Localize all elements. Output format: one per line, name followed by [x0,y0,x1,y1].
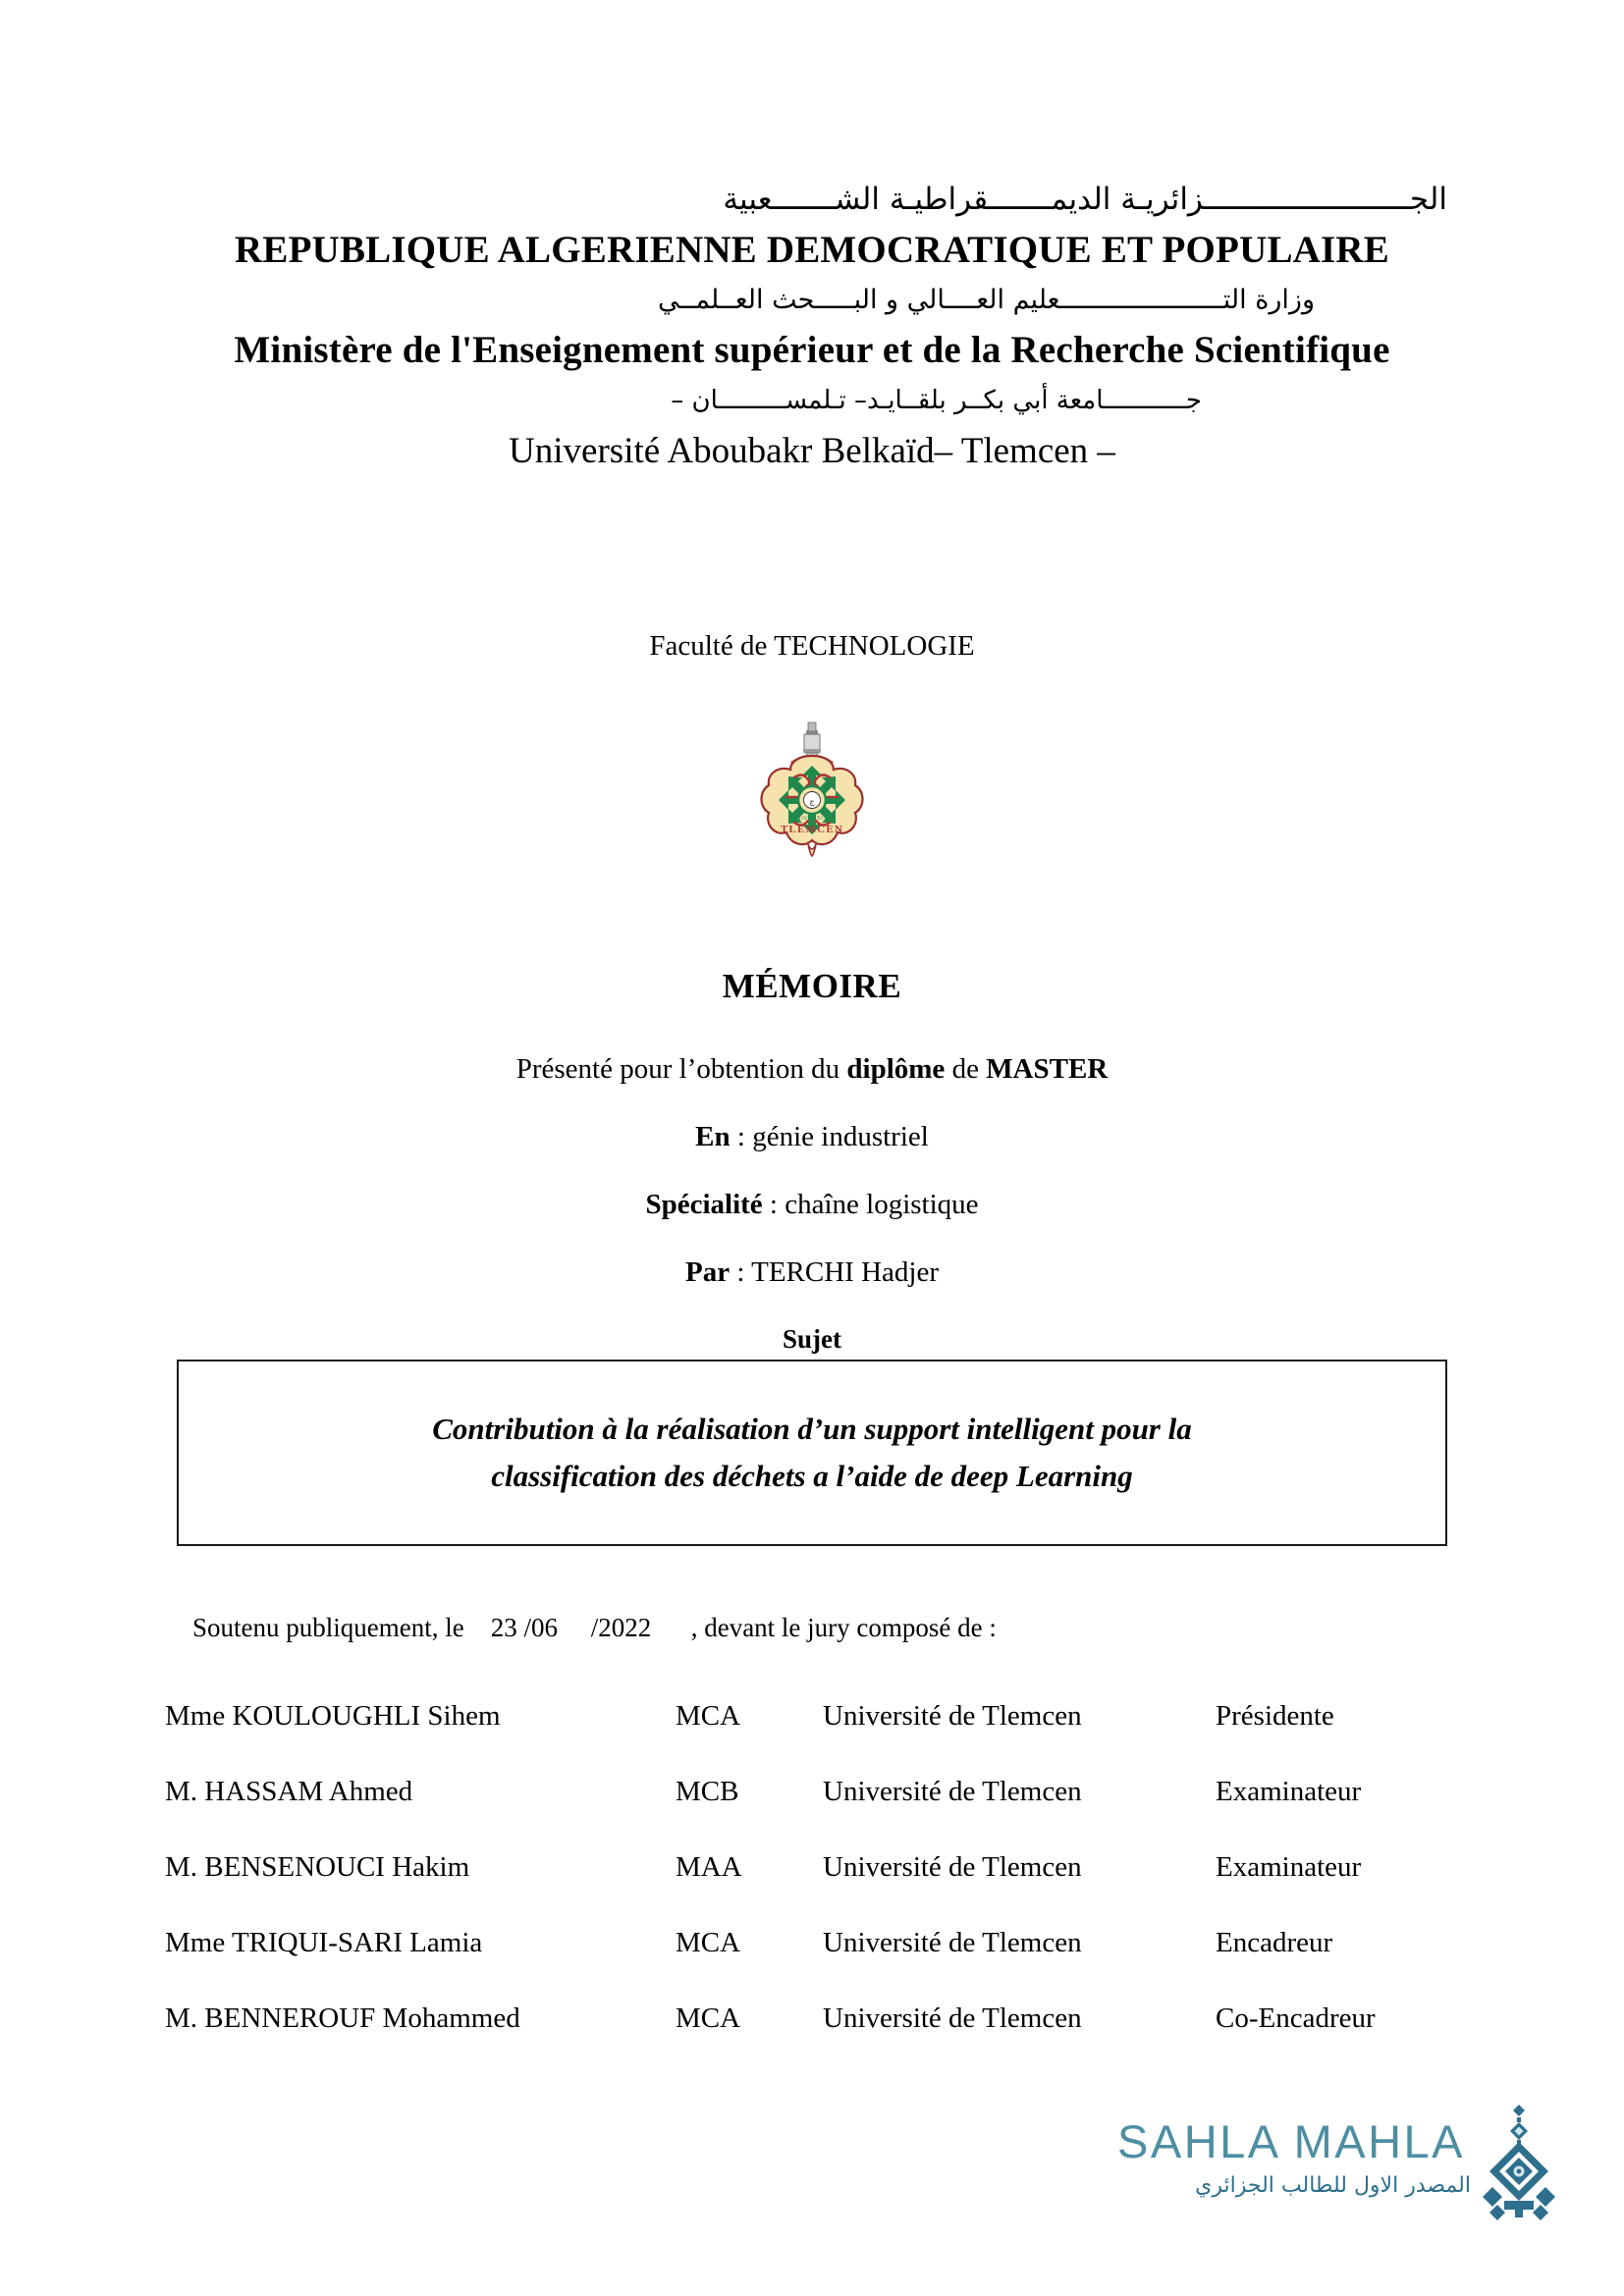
jury-university: Université de Tlemcen [823,1927,1082,1958]
subject-line-1: Contribution à la réalisation d’un support intelligent pour la [432,1412,1192,1446]
faculty-line: Faculté de TECHNOLOGIE [649,630,975,662]
ministry-line: Ministère de l'Enseignement supérieur et de la Recherche Scientifique [234,329,1390,371]
sahla-mahla-logo-icon [1477,2103,1561,2230]
subject-line-2: classification des déchets a l’aide de deep Learning [491,1459,1133,1493]
arabic-university-line: جـــــــــــامعة أبي بكــر بلقــايـد– تـلمســـــــــان – [671,386,1202,415]
jury-name: Mme TRIQUI-SARI Lamia [165,1927,483,1958]
arabic-country-line: الجـــــــــــــــــــــــزائريـة الديمـــــــقراطيـة الشـــــــعبية [723,182,1447,217]
memoire-title: MÉMOIRE [722,967,902,1005]
sahla-mahla-watermark [1117,2110,1559,2243]
table-row [165,1981,1471,2056]
university-emblem-icon [743,717,881,874]
svg-text:TLEMCEN: TLEMCEN [780,824,844,835]
table-row [165,1679,1471,1754]
jury-name: M. BENSENOUCI Hakim [165,1851,470,1883]
jury-grade: MCA [676,1927,741,1958]
jury-role: Co-Encadreur [1216,2002,1376,2034]
jury-grade: MCB [676,1776,739,1807]
republic-line: REPUBLIQUE ALGERIENNE DEMOCRATIQUE ET POPULAIRE [235,229,1389,271]
defense-line: Soutenu publiquement, le 23 /06 /2022 , devant le jury composé de : [192,1613,997,1642]
presented-mid: de [945,1053,987,1085]
jury-university: Université de Tlemcen [823,1776,1082,1807]
memoire-speciality-line [0,1189,1624,1221]
arabic-ministry-line: وزارة التـــــــــــــــــــــعليم العــــالي و البـــــحث العــلمــي [658,285,1315,315]
presented-prefix: Présenté pour l’obtention du [515,1053,847,1085]
document-header [98,177,1526,481]
jury-name: Mme KOULOUGHLI Sihem [165,1700,501,1732]
jury-role: Présidente [1216,1700,1334,1732]
jury-role: Examinateur [1216,1851,1362,1883]
author-label: Par [685,1256,731,1288]
jury-university: Université de Tlemcen [823,2002,1082,2034]
presented-diploma: diplôme [846,1053,946,1085]
subject-box [177,1360,1447,1546]
field-label: En [695,1121,731,1152]
memoire-author-line [0,1256,1624,1289]
watermark-title: SAHLA MAHLA [1117,2115,1466,2167]
speciality-label: Spécialité [645,1189,763,1220]
jury-university: Université de Tlemcen [823,1851,1082,1883]
author-value: : TERCHI Hadjer [730,1256,939,1288]
table-row [165,1830,1471,1905]
jury-grade: MCA [676,2002,741,2034]
jury-university: Université de Tlemcen [823,1700,1082,1732]
svg-text:ج: ج [809,797,815,806]
presented-master: MASTER [986,1053,1109,1085]
subject-label: Sujet [783,1324,841,1354]
memoire-field-line [0,1121,1624,1153]
subject-title [373,1406,1251,1500]
watermark-subtitle: المصدر الاول للطالب الجزائري [1195,2173,1471,2198]
jury-name: M. HASSAM Ahmed [165,1776,413,1807]
memoire-block [0,967,1624,1355]
jury-role: Examinateur [1216,1776,1362,1807]
field-value: : génie industriel [730,1121,929,1152]
table-row [165,1754,1471,1830]
jury-grade: MAA [676,1851,742,1883]
memoire-presented-line [0,1053,1624,1086]
table-row [165,1905,1471,1981]
jury-role: Encadreur [1216,1927,1333,1958]
watermark-text [1117,2114,1471,2203]
jury-grade: MCA [676,1700,741,1732]
university-line: Université Aboubakr Belkaïd– Tlemcen – [509,431,1115,471]
jury-table [165,1679,1471,2056]
speciality-value: : chaîne logistique [762,1189,979,1220]
jury-name: M. BENNEROUF Mohammed [165,2002,520,2034]
svg-text:UNIVERSITE: UNIVERSITE [791,816,833,822]
